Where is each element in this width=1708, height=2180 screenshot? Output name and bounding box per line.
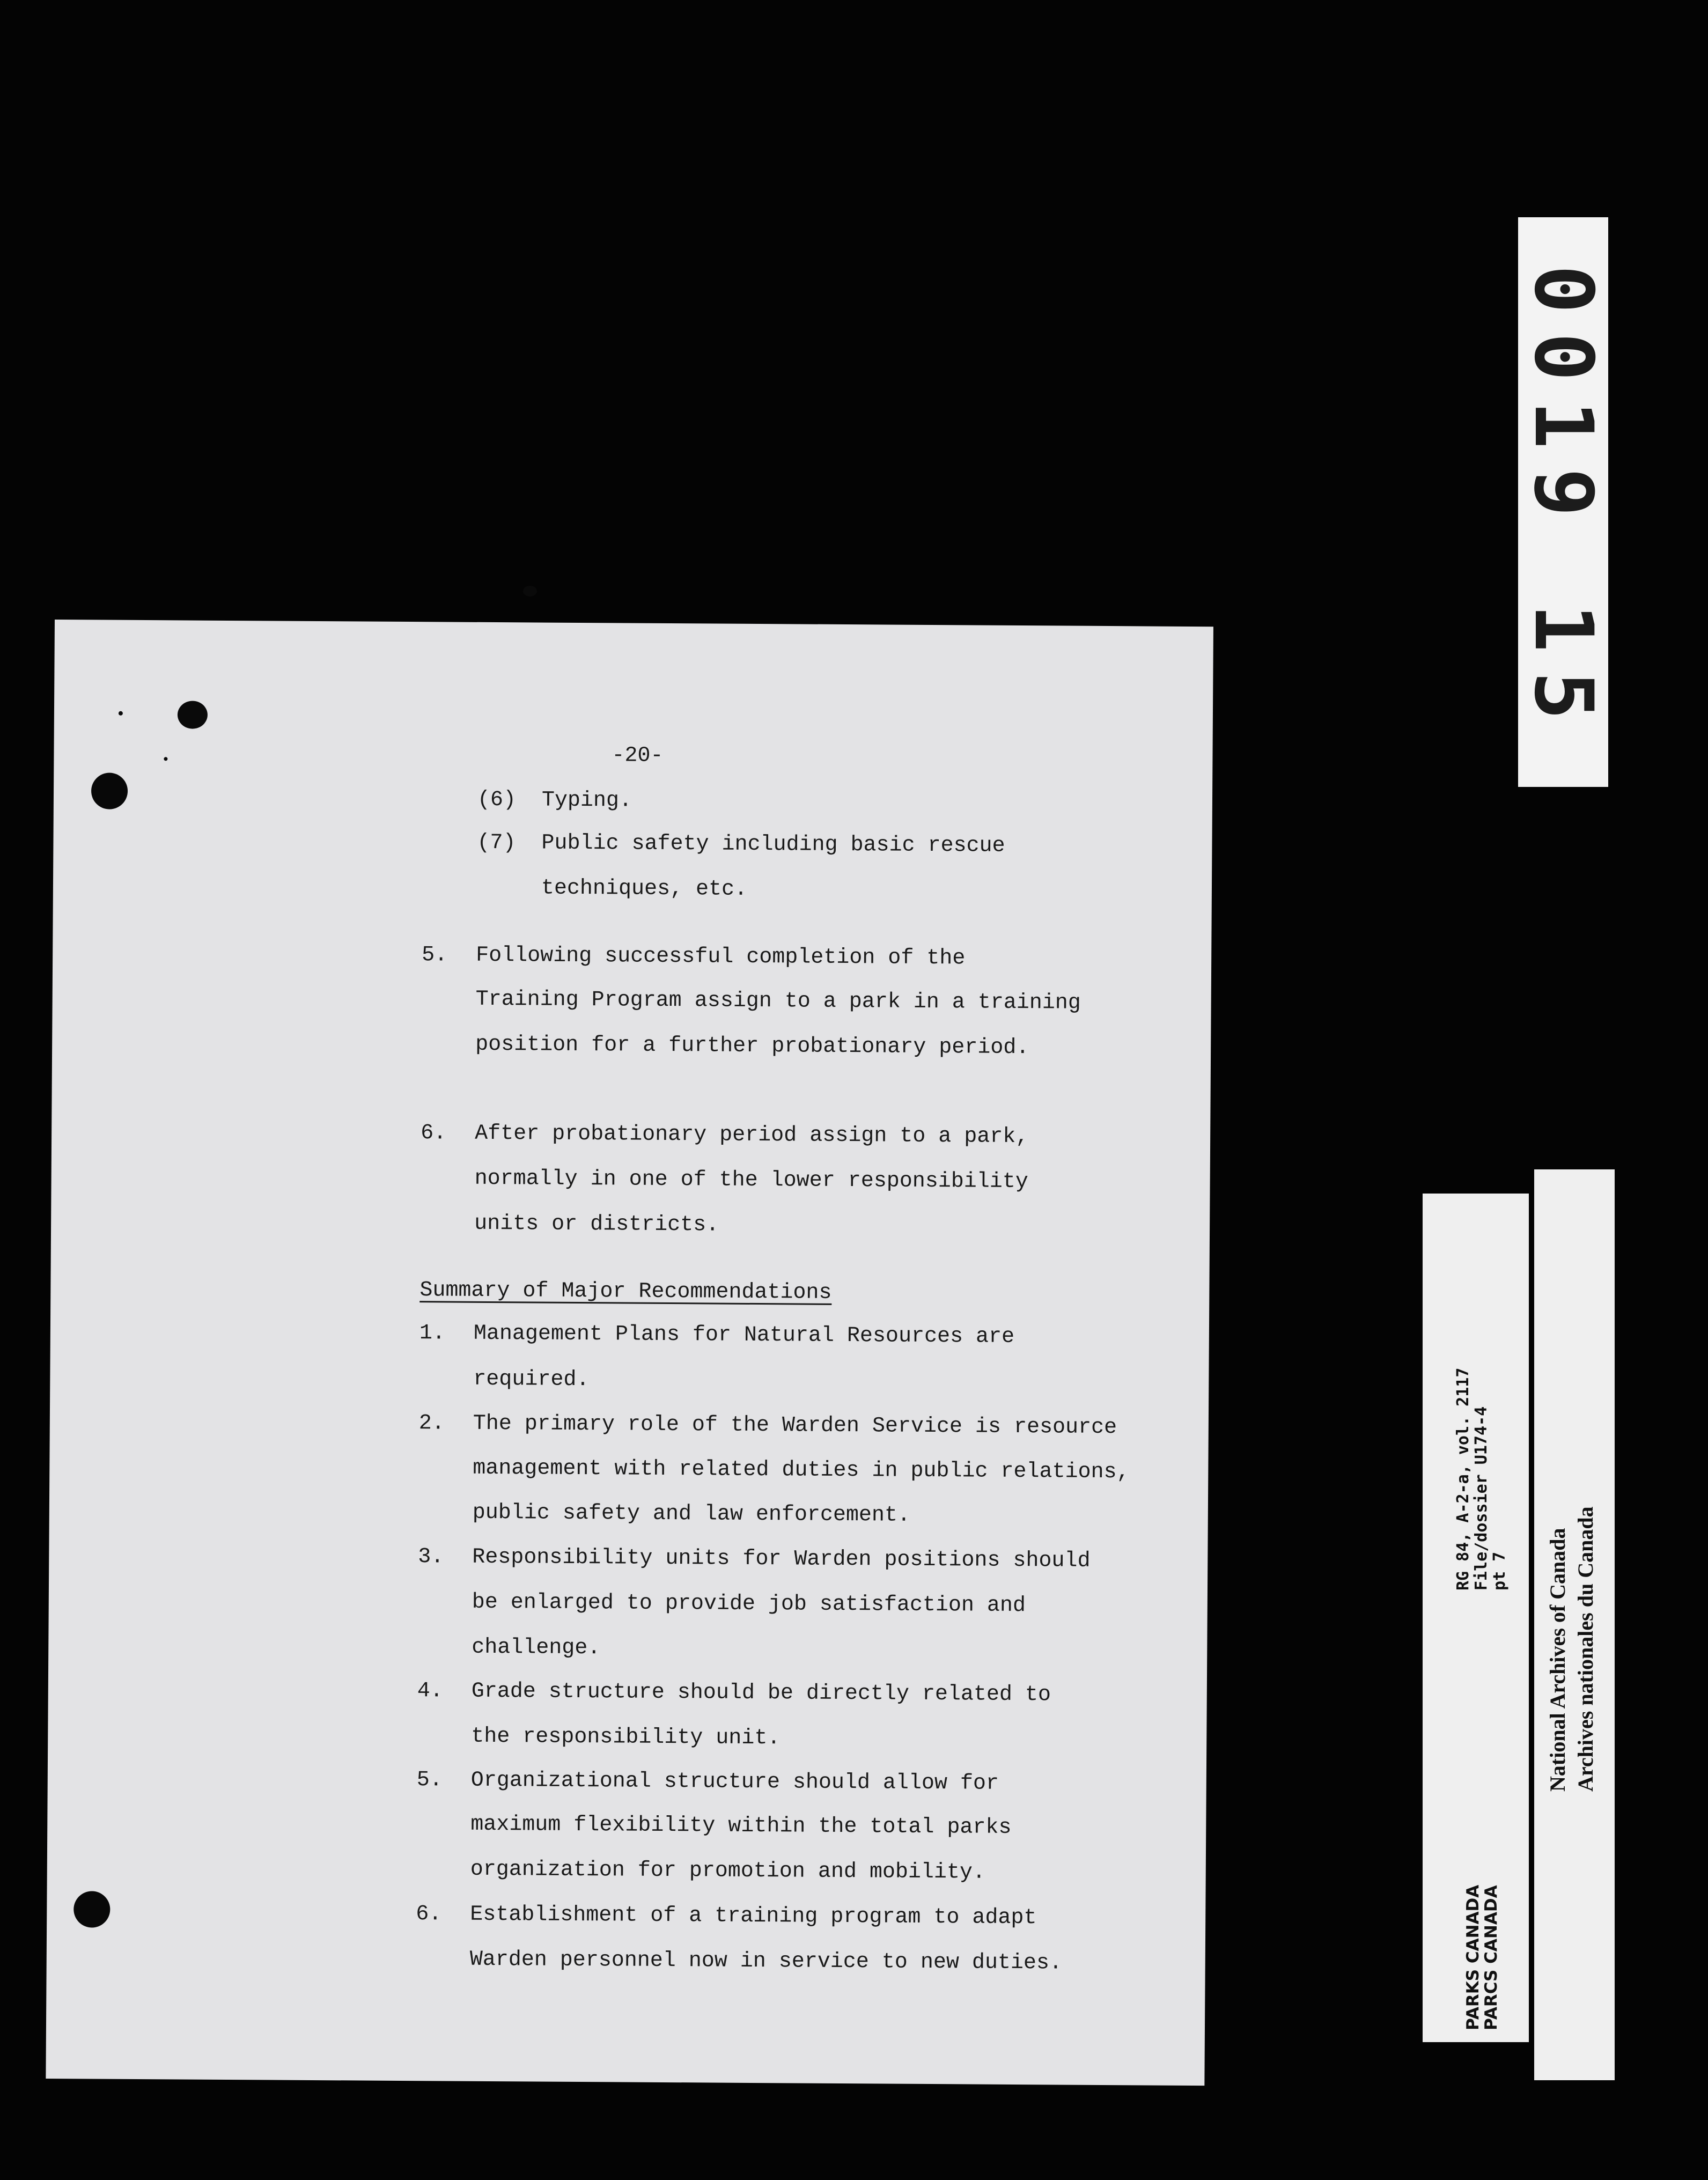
sub-item-7: (7) Public safety including basic rescue (477, 830, 1005, 858)
item-6-line-2: normally in one of the lower responsibility (474, 1166, 1028, 1195)
rec-number: 4. (417, 1679, 443, 1704)
rec-5-line-1: Organizational structure should allow for (470, 1768, 999, 1796)
item-6-line-3: units or districts. (474, 1211, 719, 1238)
item-5-line-2: Training Program assign to a park in a training (475, 987, 1081, 1015)
frame-number: 0019 15 (1516, 264, 1610, 740)
page-number: -20- (612, 743, 664, 768)
rec-4-line-1: Grade structure should be directly related to (471, 1679, 1051, 1707)
archives-line-1: National Archives of Canada (1545, 1528, 1570, 1792)
ink-speck (119, 711, 123, 716)
rec-2-line-2: management with related duties in public relations, (473, 1456, 1130, 1485)
rec-5-line-2: maximum flexibility within the total parks (470, 1812, 1012, 1840)
section-heading: Summary of Major Recommendations (419, 1278, 832, 1305)
ink-speck (523, 586, 537, 596)
rec-1-line-1: Management Plans for Natural Resources are (473, 1321, 1015, 1349)
ink-blot (178, 701, 208, 728)
document-page (46, 620, 1213, 2086)
archives-line-2: Archives nationales du Canada (1573, 1506, 1597, 1792)
parks-label-line-2: PARCS CANADA (1482, 1885, 1501, 2030)
ink-speck (164, 757, 167, 761)
rec-number: 6. (416, 1902, 442, 1927)
rec-1-line-2: required. (473, 1367, 590, 1393)
parks-canada-label (1423, 1194, 1529, 2042)
rec-5-line-3: organization for promotion and mobility. (470, 1857, 986, 1885)
rec-number: 1. (419, 1321, 446, 1346)
rec-3-line-1: Responsibility units for Warden positions should (472, 1545, 1091, 1573)
item-number: 6. (421, 1121, 447, 1146)
parks-label-line-1: PARKS CANADA (1463, 1884, 1483, 2030)
sub-item-6: (6) Typing. (477, 787, 632, 813)
punch-hole (73, 1891, 110, 1927)
rec-number: 5. (416, 1768, 443, 1793)
item-number: 5. (422, 943, 448, 968)
sub-item-7-cont: techniques, etc. (476, 875, 748, 902)
rec-number: 3. (418, 1545, 444, 1570)
reference-line-1: RG 84, A-2-a, vol. 2117 (1454, 1367, 1473, 1590)
rec-4-line-2: the responsibility unit. (471, 1724, 781, 1751)
rec-3-line-3: challenge. (472, 1635, 601, 1661)
rec-number: 2. (418, 1411, 445, 1436)
reference-line-2: File/dossier U174-4 (1472, 1406, 1491, 1590)
rec-3-line-2: be enlarged to provide job satisfaction and (472, 1590, 1026, 1618)
punch-hole (91, 772, 128, 809)
rec-2-line-1: The primary role of the Warden Service is resource (473, 1411, 1117, 1440)
item-5-line-1: Following successful completion of the (476, 943, 966, 971)
archives-label (1534, 1169, 1615, 2080)
rec-6-line-2: Warden personnel now in service to new duties. (469, 1947, 1063, 1976)
rec-2-line-3: public safety and law enforcement. (472, 1500, 911, 1528)
item-5-line-3: position for a further probationary period. (475, 1032, 1029, 1060)
frame-number-label (1518, 217, 1608, 787)
rec-6-line-1: Establishment of a training program to adapt (470, 1902, 1037, 1931)
reference-line-3: pt 7 (1490, 1551, 1509, 1590)
item-6-line-1: After probationary period assign to a park, (475, 1121, 1029, 1150)
